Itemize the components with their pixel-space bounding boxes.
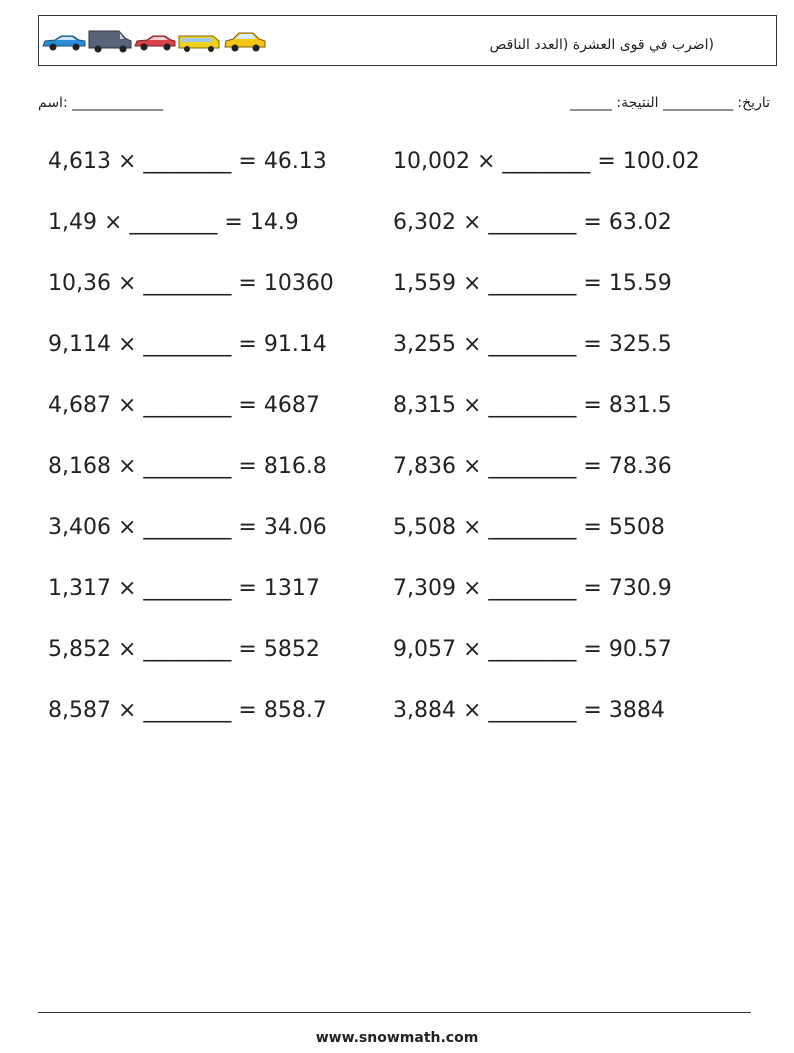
problem-right-8: 7,309 × ________ = 730.9 [393,576,672,601]
problem-left-7: 3,406 × ________ = 34.06 [48,515,327,540]
problem-right-2: 6,302 × ________ = 63.02 [393,210,672,235]
problem-left-8: 1,317 × ________ = 1317 [48,576,320,601]
name-field: اسم: _____________ [38,95,164,111]
problem-right-3: 1,559 × ________ = 15.59 [393,271,672,296]
problem-right-9: 9,057 × ________ = 90.57 [393,637,672,662]
problem-right-4: 3,255 × ________ = 325.5 [393,332,672,357]
problem-left-6: 8,168 × ________ = 816.8 [48,454,327,479]
problem-right-1: 10,002 × ________ = 100.02 [393,149,700,174]
problem-right-6: 7,836 × ________ = 78.36 [393,454,672,479]
problem-right-10: 3,884 × ________ = 3884 [393,698,665,723]
yellow-car-icon [225,33,265,52]
problem-left-9: 5,852 × ________ = 5852 [48,637,320,662]
problem-left-5: 4,687 × ________ = 4687 [48,393,320,418]
footer-divider [38,1012,751,1013]
problem-left-10: 8,587 × ________ = 858.7 [48,698,327,723]
date-score-field: ______ :تاريخ: __________ النتيجة [569,95,770,111]
blue-car-icon [43,36,85,51]
gray-van-icon [89,31,131,53]
problem-right-5: 8,315 × ________ = 831.5 [393,393,672,418]
red-car-icon [135,36,175,51]
problem-left-4: 9,114 × ________ = 91.14 [48,332,327,357]
problem-left-3: 10,36 × ________ = 10360 [48,271,334,296]
worksheet-header [38,15,777,66]
footer-url: www.snowmath.com [315,1030,479,1046]
vehicle-icons [41,28,267,54]
problem-left-1: 4,613 × ________ = 46.13 [48,149,327,174]
worksheet-title: (اضرب في قوى العشرة (العدد الناقص [489,37,714,53]
problem-left-2: 1,49 × ________ = 14.9 [48,210,299,235]
yellow-bus-icon [179,36,219,52]
problem-right-7: 5,508 × ________ = 5508 [393,515,665,540]
